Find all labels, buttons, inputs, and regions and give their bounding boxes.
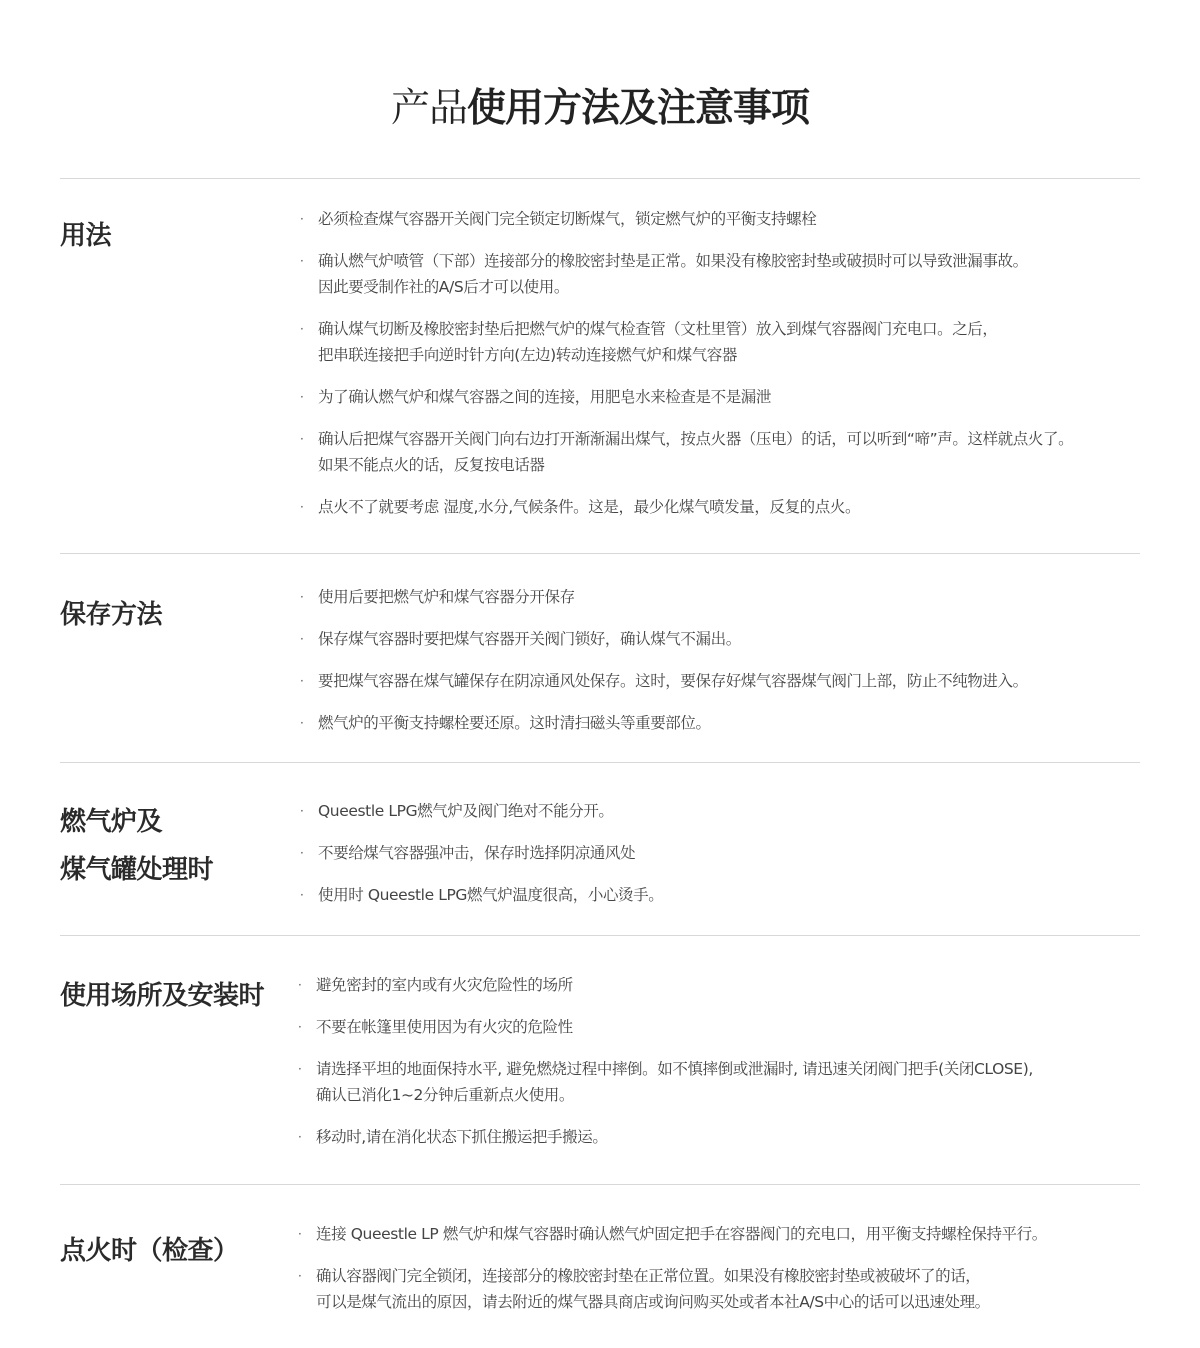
- item-text: 点火不了就要考虑 湿度,水分,气候条件。这是，最少化煤气喷发量，反复的点火。: [318, 498, 861, 516]
- bullet-icon: ·: [300, 846, 304, 860]
- item-text: 使用后要把燃气炉和煤气容器分开保存: [318, 588, 575, 606]
- item-text: 确认燃气炉喷管（下部）连接部分的橡胶密封垫是正常。如果没有橡胶密封垫或破损时可以导致泄漏事故。 因此要受制作社的A/S后才可以使用。: [318, 252, 1028, 296]
- list-item: [300, 206, 1140, 232]
- bullet-icon: ·: [298, 1130, 302, 1144]
- item-text: 为了确认燃气炉和煤气容器之间的连接，用肥皂水来检查是不是漏泄: [318, 388, 772, 406]
- bullet-icon: ·: [300, 500, 304, 514]
- section-handling: [60, 762, 1140, 935]
- section-title: 用法: [60, 221, 112, 251]
- item-text: Queestle LPG燃气炉及阀门绝对不能分开。: [318, 802, 614, 820]
- section-title: 保存方法: [60, 600, 163, 630]
- item-list: [298, 1221, 1140, 1315]
- list-item: [300, 840, 1140, 866]
- list-item: [300, 384, 1140, 410]
- section-title: 燃气炉及 煤气罐处理时: [60, 807, 214, 885]
- bullet-icon: ·: [300, 432, 304, 446]
- section-title: 点火时（检查）: [60, 1236, 239, 1266]
- item-text: 移动时,请在消化状态下抓住搬运把手搬运。: [316, 1128, 608, 1146]
- list-item: [300, 798, 1140, 824]
- item-text: 确认后把煤气容器开关阀门向右边打开渐渐漏出煤气，按点火器（压电）的话，可以听到“啼”声。这样就点火了。 如果不能点火的话，反复按电话器: [318, 430, 1074, 474]
- section-ignition-check: [60, 1184, 1140, 1315]
- list-item: [298, 1124, 1140, 1150]
- list-item: [298, 972, 1140, 998]
- list-item: [300, 710, 1140, 736]
- item-text: 连接 Queestle LP 燃气炉和煤气容器时确认燃气炉固定把手在容器阀门的充电口，用平衡支持螺栓保持平行。: [316, 1225, 1047, 1243]
- item-text: 燃气炉的平衡支持螺栓要还原。这时清扫磁头等重要部位。: [318, 714, 711, 732]
- item-text: 要把煤气容器在煤气罐保存在阴凉通风处保存。这时，要保存好煤气容器煤气阀门上部，防止不纯物进入。: [318, 672, 1028, 690]
- list-item: [300, 316, 1140, 368]
- list-item: [298, 1221, 1140, 1247]
- item-text: 不要在帐篷里使用因为有火灾的危险性: [316, 1018, 573, 1036]
- list-item: [300, 248, 1140, 300]
- bullet-icon: ·: [300, 322, 304, 336]
- list-item: [300, 626, 1140, 652]
- bullet-icon: ·: [298, 1020, 302, 1034]
- item-list: [300, 584, 1140, 736]
- item-text: 使用时 Queestle LPG燃气炉温度很高，小心烫手。: [318, 886, 664, 904]
- item-text: 必须检查煤气容器开关阀门完全锁定切断煤气，锁定燃气炉的平衡支持螺栓: [318, 210, 817, 228]
- bullet-icon: ·: [300, 716, 304, 730]
- bullet-icon: ·: [300, 674, 304, 688]
- list-item: [300, 668, 1140, 694]
- list-item: [298, 1263, 1140, 1315]
- item-text: 确认煤气切断及橡胶密封垫后把燃气炉的煤气检查管（文杜里管）放入到煤气容器阀门充电口。之后， 把串联连接把手向逆时针方向(左边)转动连接燃气炉和煤气容器: [318, 320, 998, 364]
- item-list: [300, 206, 1140, 520]
- list-item: [298, 1056, 1140, 1108]
- page-title: [0, 0, 1200, 140]
- bullet-icon: ·: [298, 1062, 302, 1076]
- bullet-icon: ·: [300, 632, 304, 646]
- item-list: [300, 798, 1140, 908]
- bullet-icon: ·: [300, 804, 304, 818]
- item-text: 请选择平坦的地面保持水平, 避免燃烧过程中摔倒。如不慎摔倒或泄漏时, 请迅速关闭阀门把手(关闭CLOSE), 确认已消化1~2分钟后重新点火使用。: [316, 1060, 1033, 1104]
- section-location: [60, 935, 1140, 1184]
- section-usage: [60, 178, 1140, 553]
- item-text: 不要给煤气容器强冲击，保存时选择阴凉通风处: [318, 844, 636, 862]
- page-title-prefix: 产品: [390, 86, 467, 131]
- item-list: [298, 972, 1140, 1150]
- bullet-icon: ·: [300, 888, 304, 902]
- bullet-icon: ·: [298, 1227, 302, 1241]
- item-text: 避免密封的室内或有火灾危险性的场所: [316, 976, 573, 994]
- bullet-icon: ·: [300, 390, 304, 404]
- page-title-main: 使用方法及注意事项: [467, 86, 810, 131]
- list-item: [298, 1014, 1140, 1040]
- list-item: [300, 426, 1140, 478]
- item-text: 确认容器阀门完全锁闭，连接部分的橡胶密封垫在正常位置。如果没有橡胶密封垫或被破坏了的话， 可以是煤气流出的原因，请去附近的煤气器具商店或询问购买处或者本社A/S中心的话可以迅速处理。: [316, 1267, 990, 1311]
- bullet-icon: ·: [300, 212, 304, 226]
- section-storage: [60, 553, 1140, 762]
- list-item: [300, 584, 1140, 610]
- section-title: 使用场所及安装时: [60, 981, 265, 1011]
- list-item: [300, 494, 1140, 520]
- bullet-icon: ·: [298, 1269, 302, 1283]
- bullet-icon: ·: [300, 590, 304, 604]
- list-item: [300, 882, 1140, 908]
- item-text: 保存煤气容器时要把煤气容器开关阀门锁好，确认煤气不漏出。: [318, 630, 741, 648]
- bullet-icon: ·: [298, 978, 302, 992]
- instruction-sections: [60, 178, 1140, 1315]
- bullet-icon: ·: [300, 254, 304, 268]
